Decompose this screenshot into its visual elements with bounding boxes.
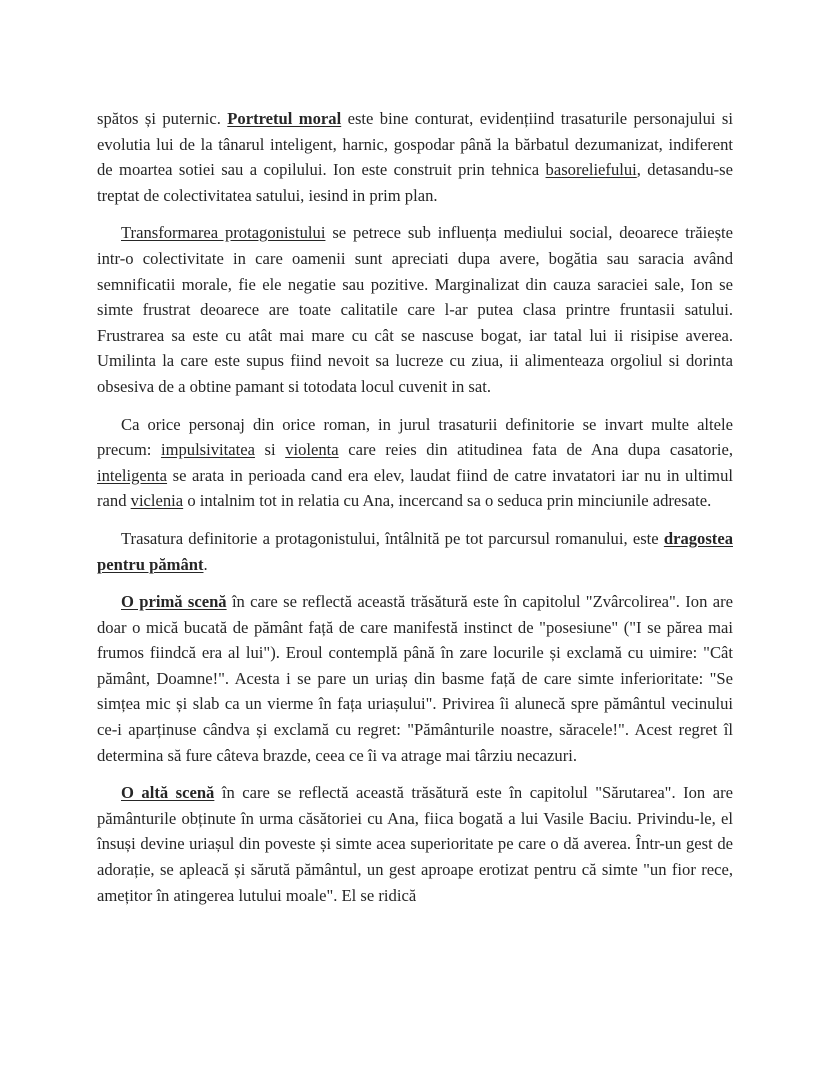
paragraph-6 — [97, 780, 733, 908]
bold-underlined-phrase: O primă scenă — [121, 592, 227, 612]
paragraph-2 — [97, 220, 733, 399]
underlined-phrase: Transformarea protagonistului — [121, 223, 326, 243]
paragraph-4 — [97, 526, 733, 577]
text-segment: Trasatura definitorie a protagonistului, întâlnită pe tot parcursul romanului, este — [121, 528, 664, 548]
text-segment: este bine conturat, evidențiind trasaturile personajului si evolutia lui de la tânarul inteligent, harnic, gospodar până la bărbatul dezumanizat, indiferent de moartea sotiei sau a copilului. Ion este construit prin tehnica — [97, 109, 733, 180]
text-segment: se petrece sub influența mediului social, deoarece trăiește intr-o colectivitate in care oamenii sunt apreciati dupa avere, bogătia sau saracia având semnificatii morale, fie ele negatie sau pozitive. Marginalizat din cauza saraciei sale, Ion se simte frustrat deoarece are toate calitatile care l-ar putea clasa printre fruntasii satului. Frustrarea sa este cu atât mai mare cu cât se nascuse bogat, iar tatal lui ii risipise averea. Umilinta la care este supus fiind nevoit sa lucreze cu ziua, ii alimenteaza orgoliul si dorinta obsesiva de a obtine pamant si totodata locul cuvenit in sat. — [97, 223, 734, 396]
text-segment: , detasandu-se treptat de colectivitatea satului, iesind in prim plan. — [97, 160, 733, 205]
paragraph-3 — [97, 412, 733, 514]
paragraph-5 — [97, 589, 733, 768]
underlined-phrase: viclenia — [130, 491, 184, 511]
underlined-phrase: inteligenta — [97, 465, 168, 485]
text-segment: în care se reflectă această trăsătură este în capitolul "Sărutarea". Ion are pământurile obținute în urma căsătoriei cu Ana, fiica bogată a lui Vasile Baciu. Privindu-le, el însuși devine uriașul din poveste și simte acea superioritate pe care o dă averea. Într-un gest de adorație, se apleacă și sărută pământul, un gest aproape erotizat pentru că simte "un fior rece, amețitor în atingerea lutului moale". El se ridică — [97, 783, 733, 905]
text-segment: în care se reflectă această trăsătură este în capitolul "Zvârcolirea". Ion are doar o mică bucată de pământ față de care manifestă instinct de "posesiune" ("I se părea mai frumos fiindcă era al lui"). Eroul contemplă până în zare locurile și exclamă cu uimire: "Cât pământ, Doamne!". Acesta i se pare un uriaș din basme față de care simte inferioritate: "Se simțea mic și slab ca un vierme în fața uriașului". Privirea îi alunecă spre pământul vecinului ce-i aparținuse cândva și exclamă cu regret: "Pământurile noastre, săracele!". Acest regret îl determina să fure câteva brazde, ceea ce îi va atrage mai târziu necazuri. — [97, 592, 733, 765]
text-segment: se arata in perioada cand era elev, laudat fiind de catre invatatori iar nu in ultimul rand — [97, 465, 733, 511]
text-segment: spătos și puternic. — [97, 109, 228, 128]
document-body — [97, 106, 733, 908]
underlined-phrase: violenta — [285, 440, 339, 460]
text-segment: . — [203, 554, 208, 574]
text-segment: care reies din atitudinea fata de Ana dupa casatorie, — [338, 440, 733, 460]
text-segment: si — [254, 440, 286, 460]
text-segment: o intalnim tot in relatia cu Ana, incercand sa o seduca prin minciunile adresate. — [183, 491, 712, 511]
bold-underlined-phrase: O altă scenă — [121, 783, 215, 803]
bold-underlined-phrase: dragostea pentru pământ — [97, 528, 733, 574]
text-segment: Ca orice personaj din orice roman, in jurul trasaturii definitorie se invart multe altele precum: — [97, 414, 733, 460]
bold-underlined-phrase: Portretul moral — [227, 109, 342, 128]
paragraph-1 — [97, 106, 733, 208]
underlined-phrase: impulsivitatea — [160, 440, 255, 460]
underlined-phrase: basoreliefului — [545, 160, 637, 180]
